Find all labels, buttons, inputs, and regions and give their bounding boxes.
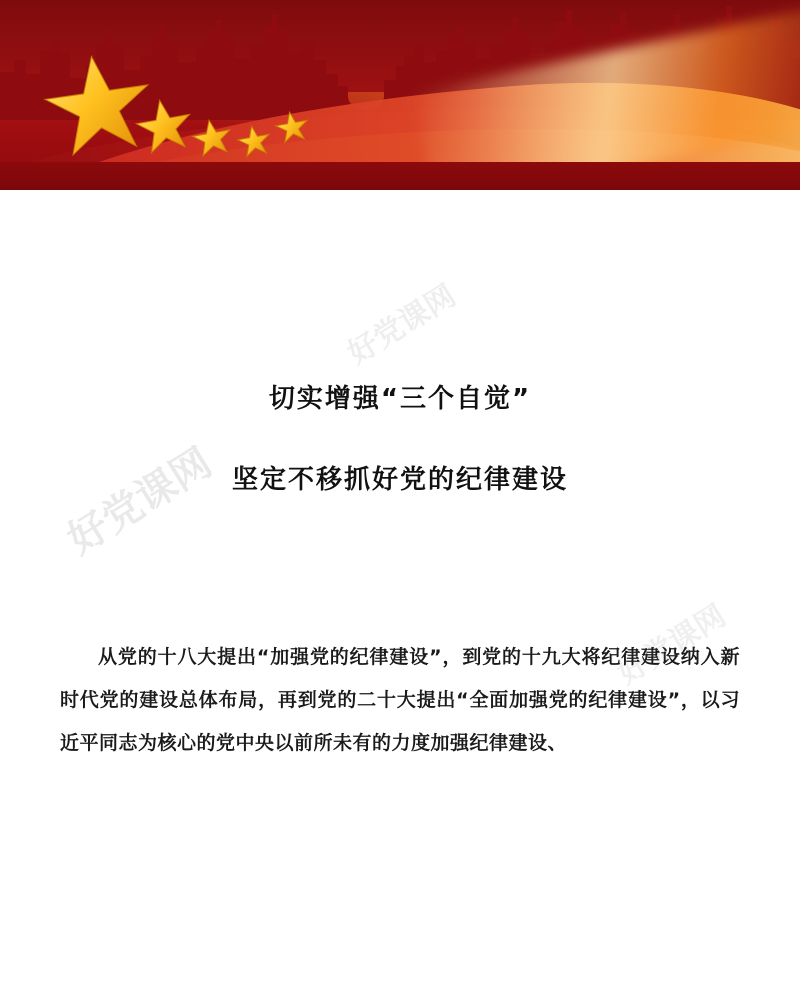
- watermark-text-lower-right: 好党课网: [611, 598, 733, 692]
- body-paragraph-1: 从党的十八大提出“加强党的纪律建设”，到党的十九大将纪律建设纳入新时代党的建设总体布局，再到党的二十大提出“全面加强党的纪律建设”，以习近平同志为核心的党中央以前所未有的力度加强纪律建设、: [60, 646, 740, 754]
- five-stars-emblem: [36, 48, 336, 158]
- watermark-text-large: 好党课网: [59, 439, 220, 564]
- document-body: [0, 380, 800, 990]
- watermark-text-middle: 好党课网: [341, 278, 463, 372]
- document-title-block: [60, 380, 740, 500]
- page-title-line-1: 切实增强“三个自觉”: [268, 384, 532, 414]
- party-themed-header-banner: [0, 0, 800, 190]
- banner-bottom-band: [0, 162, 800, 190]
- page-title-line-2: 坚定不移抓好党的纪律建设: [231, 465, 568, 495]
